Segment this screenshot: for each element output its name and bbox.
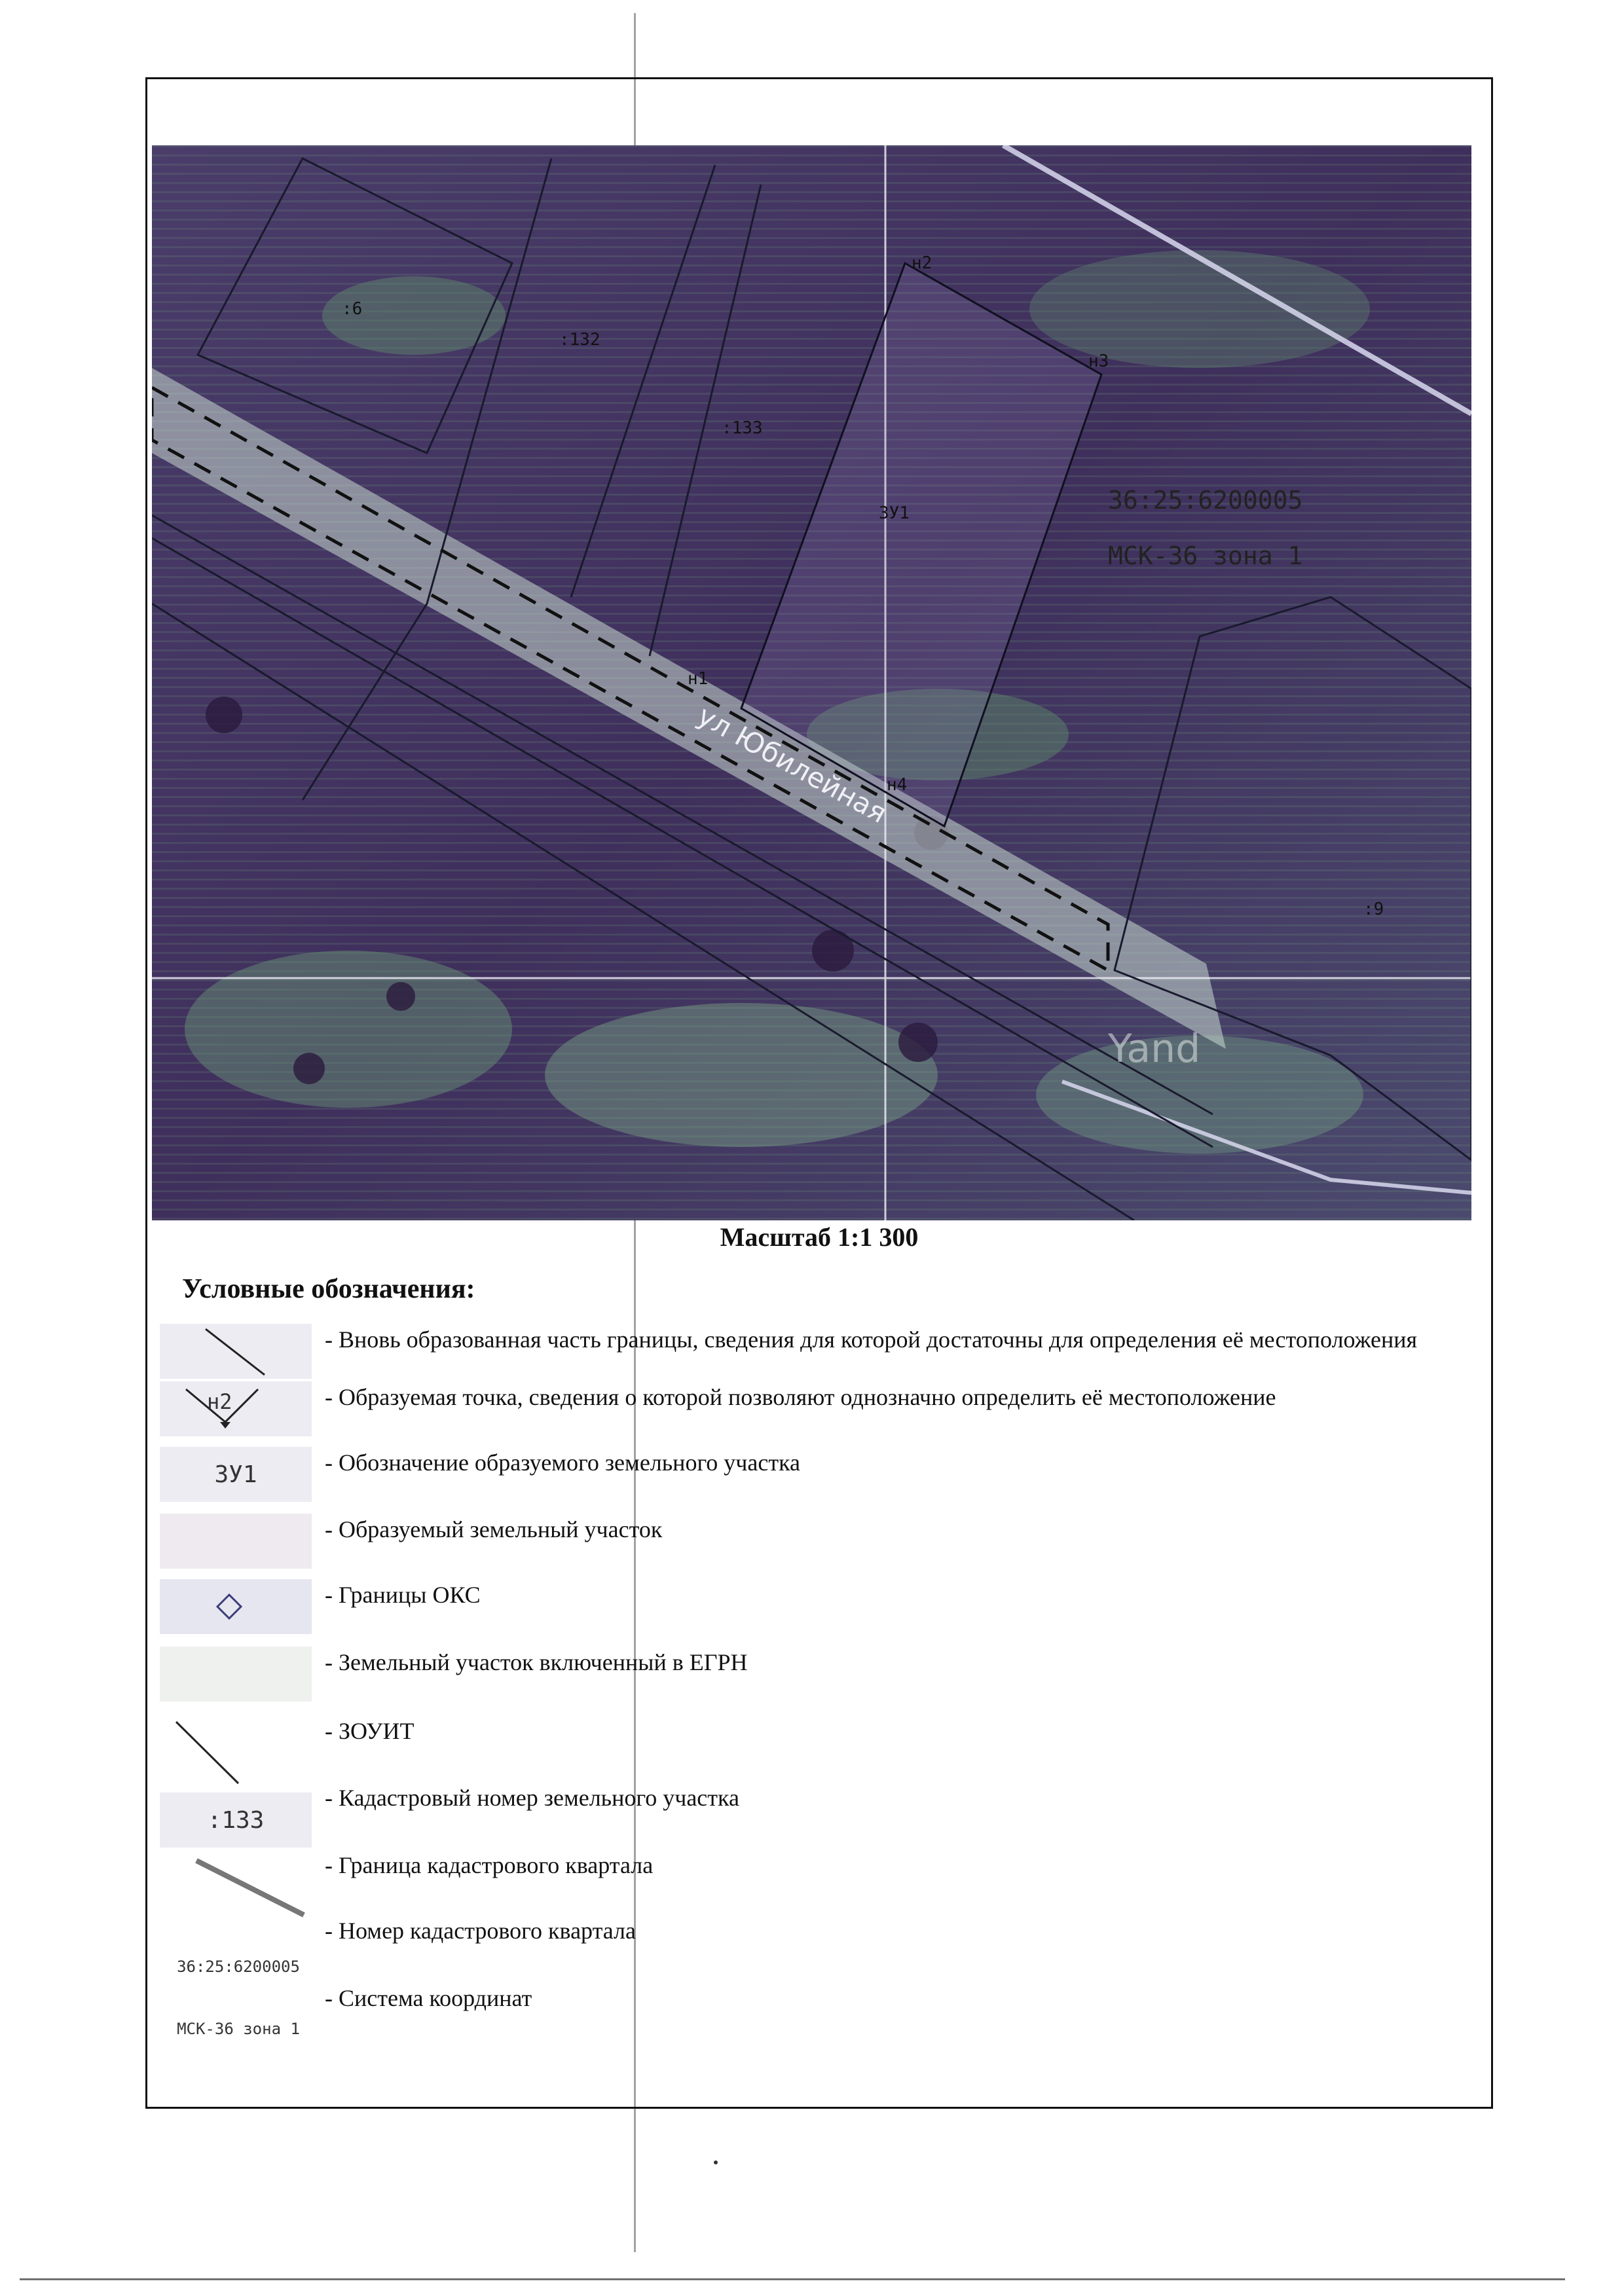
point-label-n4: н4 (887, 775, 908, 795)
diamond-icon (160, 1579, 312, 1634)
legend-label-new-parcel: - Образуемый земельный участок (325, 1516, 663, 1542)
legend-label-parcel-designation: - Обозначение образуемого земельного участка (325, 1449, 801, 1476)
label-icon: :133 (207, 1806, 265, 1834)
map-scale: Масштаб 1:1 300 (720, 1222, 919, 1252)
parcel-label-zu1: ЗУ1 (879, 503, 910, 523)
parcel-label-133: :133 (722, 418, 763, 438)
legend-symbol-cadastral-number (160, 1793, 312, 1848)
area-icon (160, 1647, 312, 1702)
line-icon (160, 1715, 312, 1787)
thick-line-icon (160, 1853, 312, 1918)
text-icon: 36:25:6200005 (177, 1958, 300, 1976)
legend-symbol-oks (160, 1579, 312, 1634)
legend-symbol-zouit (160, 1715, 312, 1787)
point-label-n3: н3 (1088, 352, 1109, 371)
legend-label-point: - Образуемая точка, сведения о которой позволяют однозначно определить её местоположение (325, 1384, 1276, 1410)
point-symbol-text: н2 (207, 1389, 232, 1414)
legend-label-egrn-parcel: - Земельный участок включенный в ЕГРН (325, 1649, 748, 1675)
parcel-label-9: :9 (1363, 900, 1384, 919)
legend-symbol-new-parcel (160, 1514, 312, 1569)
street-label: ул Юбилейная (692, 699, 893, 829)
legend-label-new-boundary: - Вновь образованная часть границы, сведения для которой достаточны для определения её местоположения (325, 1326, 1418, 1353)
line-icon (160, 1324, 312, 1379)
legend-symbol-point (160, 1381, 312, 1436)
scan-speck (714, 2160, 718, 2164)
area-icon (160, 1514, 312, 1569)
legend-label-quarter-border: - Граница кадастрового квартала (325, 1852, 654, 1878)
label-icon: ЗУ1 (214, 1461, 257, 1488)
point-label-n1: н1 (688, 669, 709, 689)
legend-label-quarter-number: - Номер кадастрового квартала (325, 1918, 636, 1944)
map-watermark: Yand (1108, 1026, 1201, 1072)
legend-label-zouit: - ЗОУИТ (325, 1718, 415, 1744)
legend-label-coordinate-system: - Система координат (325, 1985, 532, 2011)
legend-symbol-egrn-parcel (160, 1647, 312, 1702)
legend-symbol-parcel-designation (160, 1447, 312, 1502)
point-label-n2: н2 (912, 253, 932, 273)
quarter-number-label: 36:25:6200005 (1108, 486, 1303, 515)
scan-bottom-line (20, 2278, 1565, 2280)
parcel-label-6: :6 (342, 299, 363, 319)
coordinate-system-label: МСК-36 зона 1 (1108, 541, 1303, 570)
legend-symbol-quarter-border (160, 1853, 312, 1918)
legend-title: Условные обозначения: (182, 1274, 475, 1304)
legend-label-oks: - Границы ОКС (325, 1582, 481, 1608)
parcel-label-132: :132 (559, 330, 600, 350)
cadastral-map (152, 145, 1471, 1220)
text-icon: МСК-36 зона 1 (177, 2020, 300, 2038)
legend-label-cadastral-number: - Кадастровый номер земельного участка (325, 1785, 739, 1811)
legend-symbol-new-boundary (160, 1324, 312, 1379)
